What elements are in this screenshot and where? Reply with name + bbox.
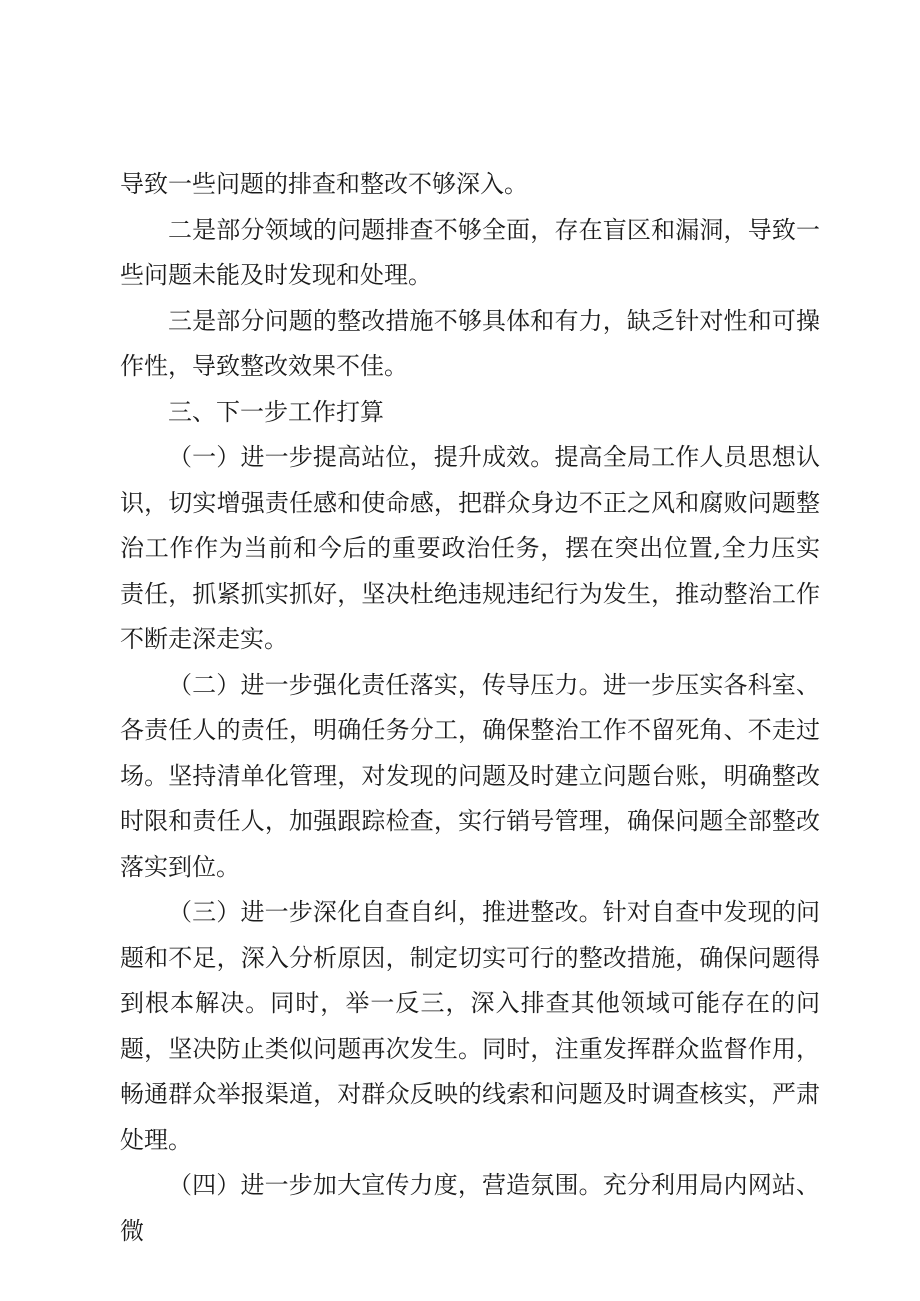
plan-item-1: （一）进一步提高站位，提升成效。提高全局工作人员思想认识，切实增强责任感和使命感，把群众身边不正之风和腐败问题整治工作作为当前和今后的重要政治任务，摆在突出位置,全力压实责任，抓紧抓实抓好，坚决杜绝违规违纪行为发生，推动整治工作不断走深走实。 <box>120 443 820 653</box>
paragraph-issue-two: 二是部分领域的问题排查不够全面，存在盲区和漏洞，导致一些问题未能及时发现和处理。 <box>120 215 820 289</box>
section-heading: 三、下一步工作打算 <box>168 397 384 426</box>
plan-item-3: （三）进一步深化自查自纠，推进整改。针对自查中发现的问题和不足，深入分析原因，制定切实可行的整改措施，确保问题得到根本解决。同时，举一反三，深入排查其他领域可能存在的问题，坚决防止类似问题再次发生。同时，注重发挥群众监督作用，畅通群众举报渠道，对群众反映的线索和问题及时调查核实，严肃处理。 <box>120 898 820 1154</box>
plan-item-4: （四）进一步加大宣传力度，营造氛围。充分利用局内网站、微 <box>120 1171 820 1245</box>
paragraph-issue-three: 三是部分问题的整改措施不够具体和有力，缺乏针对性和可操作性，导致整改效果不佳。 <box>120 306 820 380</box>
paragraph-continuation: 导致一些问题的排查和整改不够深入。 <box>120 170 528 198</box>
document-body <box>120 162 820 1254</box>
plan-item-2: （二）进一步强化责任落实，传导压力。进一步压实各科室、各责任人的责任，明确任务分工，确保整治工作不留死角、不走过场。坚持清单化管理，对发现的问题及时建立问题台账，明确整改时限和责任人，加强跟踪检查，实行销号管理，确保问题全部整改落实到位。 <box>120 670 820 881</box>
